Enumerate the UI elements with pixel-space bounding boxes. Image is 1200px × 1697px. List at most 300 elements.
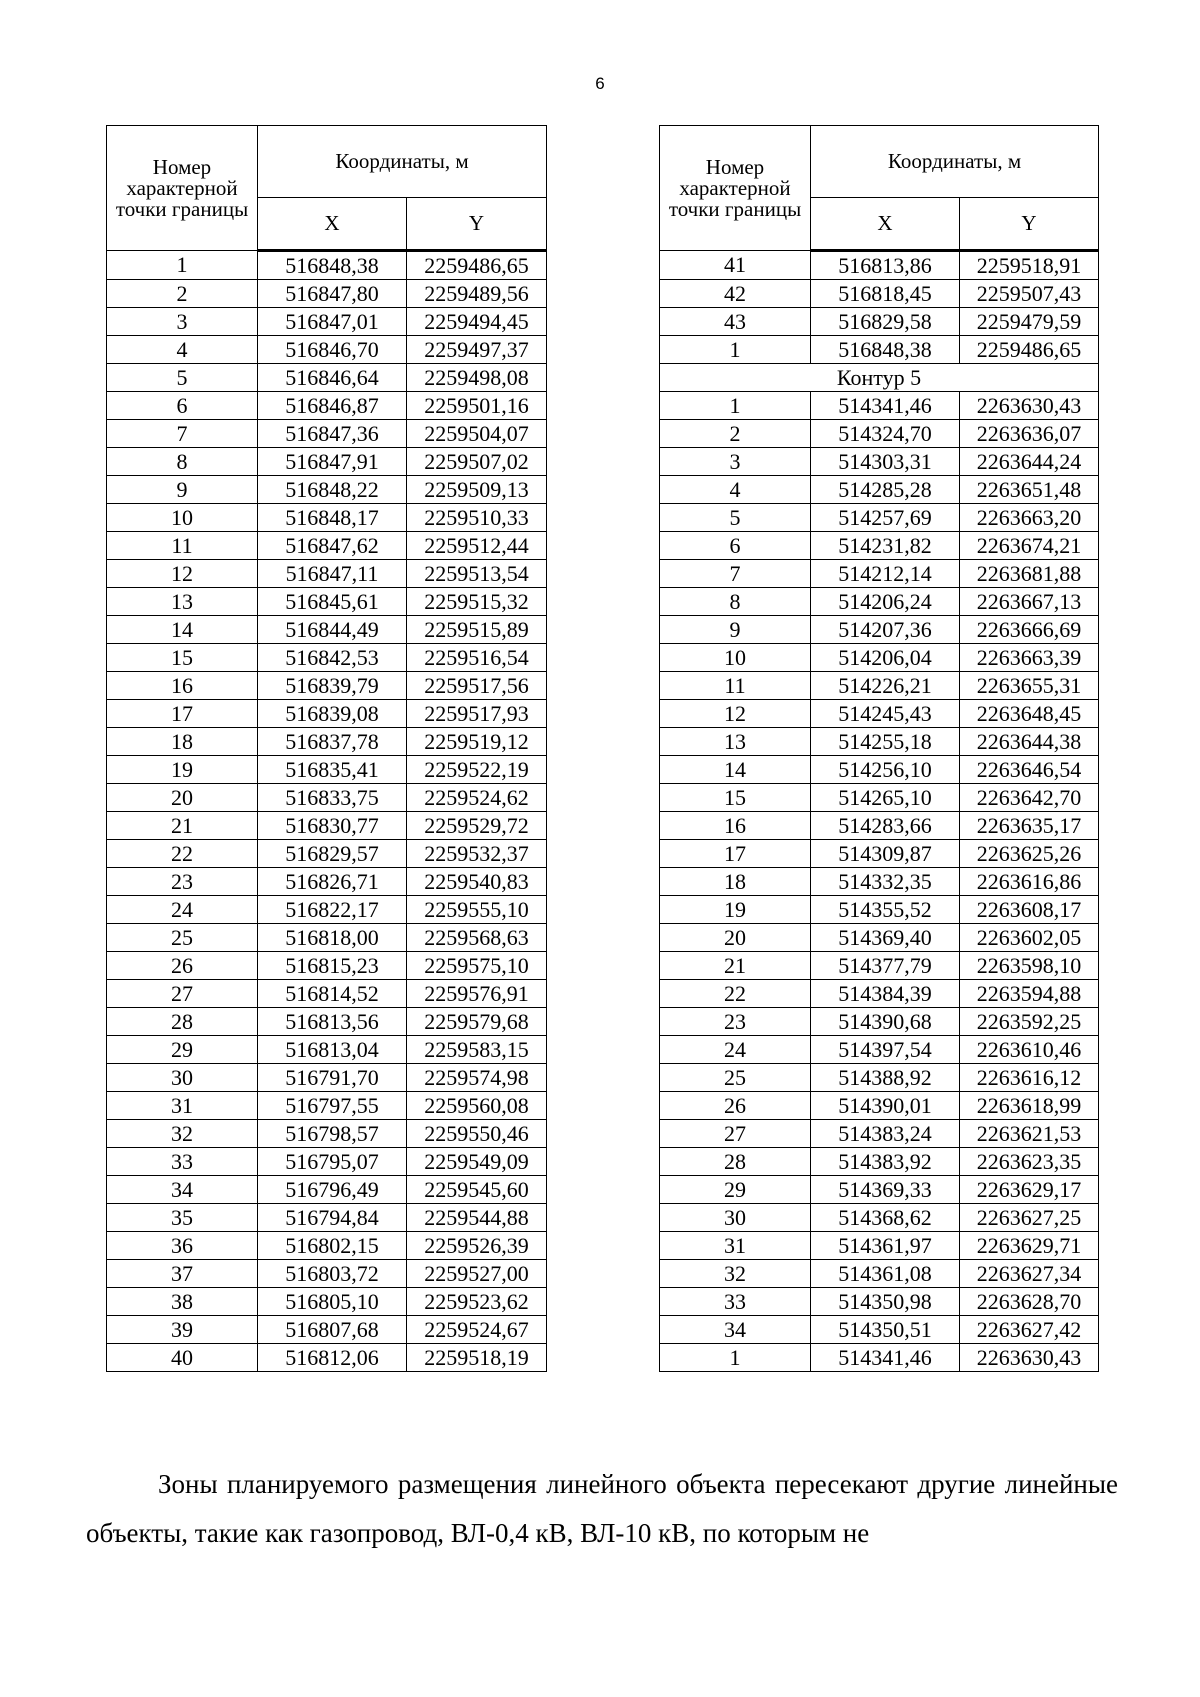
table-row bbox=[107, 532, 547, 560]
y-coordinate-cell: 2263627,42 bbox=[960, 1316, 1099, 1344]
x-coordinate-cell: 516807,68 bbox=[258, 1316, 407, 1344]
x-coordinate-cell: 514265,10 bbox=[811, 784, 960, 812]
point-number-cell: 11 bbox=[107, 532, 258, 560]
y-coordinate-cell: 2259494,45 bbox=[407, 308, 547, 336]
x-coordinate-cell: 514361,97 bbox=[811, 1232, 960, 1260]
table-row bbox=[660, 1148, 1099, 1176]
y-coordinate-cell: 2259524,67 bbox=[407, 1316, 547, 1344]
table-row bbox=[107, 1204, 547, 1232]
x-coordinate-cell: 516847,36 bbox=[258, 420, 407, 448]
point-number-cell: 9 bbox=[660, 616, 811, 644]
header-point-number: Номер характерной точки границы bbox=[107, 126, 258, 251]
point-number-cell: 30 bbox=[107, 1064, 258, 1092]
table-row bbox=[107, 1260, 547, 1288]
header-coordinates: Координаты, м bbox=[811, 126, 1099, 198]
point-number-cell: 16 bbox=[107, 672, 258, 700]
x-coordinate-cell: 516846,70 bbox=[258, 336, 407, 364]
y-coordinate-cell: 2263628,70 bbox=[960, 1288, 1099, 1316]
table-row bbox=[107, 868, 547, 896]
point-number-cell: 18 bbox=[660, 868, 811, 896]
table-row bbox=[660, 784, 1099, 812]
point-number-cell: 36 bbox=[107, 1232, 258, 1260]
point-number-cell: 39 bbox=[107, 1316, 258, 1344]
y-coordinate-cell: 2263646,54 bbox=[960, 756, 1099, 784]
x-coordinate-cell: 516845,61 bbox=[258, 588, 407, 616]
x-coordinate-cell: 514207,36 bbox=[811, 616, 960, 644]
point-number-cell: 30 bbox=[660, 1204, 811, 1232]
point-number-cell: 31 bbox=[660, 1232, 811, 1260]
table-row bbox=[107, 616, 547, 644]
x-coordinate-cell: 516796,49 bbox=[258, 1176, 407, 1204]
y-coordinate-cell: 2259489,56 bbox=[407, 280, 547, 308]
y-coordinate-cell: 2259497,37 bbox=[407, 336, 547, 364]
table-row bbox=[107, 840, 547, 868]
table-row bbox=[660, 560, 1099, 588]
point-number-cell: 7 bbox=[107, 420, 258, 448]
table-row bbox=[660, 1120, 1099, 1148]
header-point-number: Номер характерной точки границы bbox=[660, 126, 811, 251]
point-number-cell: 16 bbox=[660, 812, 811, 840]
page-number: 6 bbox=[595, 74, 605, 93]
x-coordinate-cell: 514350,98 bbox=[811, 1288, 960, 1316]
y-coordinate-cell: 2263618,99 bbox=[960, 1092, 1099, 1120]
x-coordinate-cell: 516813,86 bbox=[811, 251, 960, 280]
table-row bbox=[660, 420, 1099, 448]
point-number-cell: 15 bbox=[660, 784, 811, 812]
y-coordinate-cell: 2259523,62 bbox=[407, 1288, 547, 1316]
point-number-cell: 22 bbox=[107, 840, 258, 868]
y-coordinate-cell: 2259529,72 bbox=[407, 812, 547, 840]
x-coordinate-cell: 514341,46 bbox=[811, 1344, 960, 1372]
header-coordinates: Координаты, м bbox=[258, 126, 547, 198]
x-coordinate-cell: 516847,80 bbox=[258, 280, 407, 308]
table-row bbox=[107, 1120, 547, 1148]
table-row bbox=[660, 728, 1099, 756]
point-number-cell: 14 bbox=[107, 616, 258, 644]
table-row bbox=[107, 1036, 547, 1064]
table-row bbox=[660, 980, 1099, 1008]
y-coordinate-cell: 2263651,48 bbox=[960, 476, 1099, 504]
table-row bbox=[660, 280, 1099, 308]
point-number-cell: 10 bbox=[107, 504, 258, 532]
y-coordinate-cell: 2259486,65 bbox=[960, 336, 1099, 364]
y-coordinate-cell: 2259498,08 bbox=[407, 364, 547, 392]
y-coordinate-cell: 2263608,17 bbox=[960, 896, 1099, 924]
x-coordinate-cell: 516802,15 bbox=[258, 1232, 407, 1260]
table-row bbox=[660, 1036, 1099, 1064]
table-row bbox=[107, 728, 547, 756]
y-coordinate-cell: 2259479,59 bbox=[960, 308, 1099, 336]
point-number-cell: 5 bbox=[660, 504, 811, 532]
x-coordinate-cell: 514245,43 bbox=[811, 700, 960, 728]
x-coordinate-cell: 514355,52 bbox=[811, 896, 960, 924]
point-number-cell: 25 bbox=[660, 1064, 811, 1092]
y-coordinate-cell: 2259504,07 bbox=[407, 420, 547, 448]
x-coordinate-cell: 516818,00 bbox=[258, 924, 407, 952]
point-number-cell: 37 bbox=[107, 1260, 258, 1288]
header-y: Y bbox=[407, 198, 547, 251]
point-number-cell: 4 bbox=[660, 476, 811, 504]
table-row bbox=[107, 364, 547, 392]
point-number-cell: 1 bbox=[660, 392, 811, 420]
y-coordinate-cell: 2259519,12 bbox=[407, 728, 547, 756]
point-number-cell: 18 bbox=[107, 728, 258, 756]
point-number-cell: 27 bbox=[107, 980, 258, 1008]
point-number-cell: 40 bbox=[107, 1344, 258, 1372]
x-coordinate-cell: 514383,92 bbox=[811, 1148, 960, 1176]
table-row bbox=[107, 784, 547, 812]
table-row bbox=[660, 616, 1099, 644]
x-coordinate-cell: 516805,10 bbox=[258, 1288, 407, 1316]
table-row bbox=[660, 588, 1099, 616]
x-coordinate-cell: 516795,07 bbox=[258, 1148, 407, 1176]
table-row bbox=[660, 1176, 1099, 1204]
table-row bbox=[660, 868, 1099, 896]
point-number-cell: 12 bbox=[107, 560, 258, 588]
coordinates-table-right bbox=[659, 125, 1099, 1372]
x-coordinate-cell: 514283,66 bbox=[811, 812, 960, 840]
table-row bbox=[107, 251, 547, 280]
point-number-cell: 7 bbox=[660, 560, 811, 588]
point-number-cell: 13 bbox=[107, 588, 258, 616]
point-number-cell: 25 bbox=[107, 924, 258, 952]
point-number-cell: 24 bbox=[107, 896, 258, 924]
point-number-cell: 43 bbox=[660, 308, 811, 336]
x-coordinate-cell: 516835,41 bbox=[258, 756, 407, 784]
y-coordinate-cell: 2259515,89 bbox=[407, 616, 547, 644]
x-coordinate-cell: 514384,39 bbox=[811, 980, 960, 1008]
y-coordinate-cell: 2263667,13 bbox=[960, 588, 1099, 616]
point-number-cell: 1 bbox=[660, 1344, 811, 1372]
point-number-cell: 2 bbox=[107, 280, 258, 308]
table-row bbox=[107, 1344, 547, 1372]
y-coordinate-cell: 2263627,25 bbox=[960, 1204, 1099, 1232]
point-number-cell: 11 bbox=[660, 672, 811, 700]
y-coordinate-cell: 2263644,38 bbox=[960, 728, 1099, 756]
point-number-cell: 19 bbox=[107, 756, 258, 784]
x-coordinate-cell: 516848,38 bbox=[258, 251, 407, 280]
y-coordinate-cell: 2259513,54 bbox=[407, 560, 547, 588]
x-coordinate-cell: 514390,01 bbox=[811, 1092, 960, 1120]
table-row bbox=[107, 336, 547, 364]
x-coordinate-cell: 516818,45 bbox=[811, 280, 960, 308]
y-coordinate-cell: 2259524,62 bbox=[407, 784, 547, 812]
table-row bbox=[107, 1148, 547, 1176]
table-row bbox=[107, 1176, 547, 1204]
y-coordinate-cell: 2259583,15 bbox=[407, 1036, 547, 1064]
point-number-cell: 24 bbox=[660, 1036, 811, 1064]
point-number-cell: 38 bbox=[107, 1288, 258, 1316]
point-number-cell: 34 bbox=[107, 1176, 258, 1204]
x-coordinate-cell: 516815,23 bbox=[258, 952, 407, 980]
table-row bbox=[107, 420, 547, 448]
coordinates-table-left bbox=[106, 125, 547, 1372]
y-coordinate-cell: 2263616,12 bbox=[960, 1064, 1099, 1092]
section-row bbox=[660, 364, 1099, 392]
table-row bbox=[660, 1064, 1099, 1092]
y-coordinate-cell: 2263629,17 bbox=[960, 1176, 1099, 1204]
header-x: X bbox=[811, 198, 960, 251]
point-number-cell: 15 bbox=[107, 644, 258, 672]
y-coordinate-cell: 2263681,88 bbox=[960, 560, 1099, 588]
y-coordinate-cell: 2259579,68 bbox=[407, 1008, 547, 1036]
y-coordinate-cell: 2263644,24 bbox=[960, 448, 1099, 476]
table-row bbox=[107, 812, 547, 840]
x-coordinate-cell: 514369,33 bbox=[811, 1176, 960, 1204]
point-number-cell: 19 bbox=[660, 896, 811, 924]
y-coordinate-cell: 2263625,26 bbox=[960, 840, 1099, 868]
table-row bbox=[107, 700, 547, 728]
point-number-cell: 28 bbox=[107, 1008, 258, 1036]
y-coordinate-cell: 2259574,98 bbox=[407, 1064, 547, 1092]
point-number-cell: 27 bbox=[660, 1120, 811, 1148]
y-coordinate-cell: 2263674,21 bbox=[960, 532, 1099, 560]
y-coordinate-cell: 2259576,91 bbox=[407, 980, 547, 1008]
x-coordinate-cell: 516848,17 bbox=[258, 504, 407, 532]
table-row bbox=[107, 1092, 547, 1120]
y-coordinate-cell: 2263663,20 bbox=[960, 504, 1099, 532]
point-number-cell: 26 bbox=[107, 952, 258, 980]
table-row bbox=[107, 924, 547, 952]
table-row bbox=[107, 672, 547, 700]
y-coordinate-cell: 2263636,07 bbox=[960, 420, 1099, 448]
x-coordinate-cell: 516794,84 bbox=[258, 1204, 407, 1232]
x-coordinate-cell: 514383,24 bbox=[811, 1120, 960, 1148]
point-number-cell: 1 bbox=[107, 251, 258, 280]
x-coordinate-cell: 514388,92 bbox=[811, 1064, 960, 1092]
table-row bbox=[660, 476, 1099, 504]
x-coordinate-cell: 514369,40 bbox=[811, 924, 960, 952]
x-coordinate-cell: 514226,21 bbox=[811, 672, 960, 700]
x-coordinate-cell: 516814,52 bbox=[258, 980, 407, 1008]
x-coordinate-cell: 514285,28 bbox=[811, 476, 960, 504]
y-coordinate-cell: 2263594,88 bbox=[960, 980, 1099, 1008]
x-coordinate-cell: 516847,01 bbox=[258, 308, 407, 336]
x-coordinate-cell: 516846,64 bbox=[258, 364, 407, 392]
body-paragraph bbox=[86, 1460, 1118, 1558]
y-coordinate-cell: 2259526,39 bbox=[407, 1232, 547, 1260]
y-coordinate-cell: 2263629,71 bbox=[960, 1232, 1099, 1260]
y-coordinate-cell: 2263648,45 bbox=[960, 700, 1099, 728]
y-coordinate-cell: 2263592,25 bbox=[960, 1008, 1099, 1036]
table-row bbox=[107, 1064, 547, 1092]
table-row bbox=[660, 532, 1099, 560]
y-coordinate-cell: 2263630,43 bbox=[960, 392, 1099, 420]
y-coordinate-cell: 2259575,10 bbox=[407, 952, 547, 980]
table-row bbox=[107, 1008, 547, 1036]
x-coordinate-cell: 516833,75 bbox=[258, 784, 407, 812]
point-number-cell: 33 bbox=[107, 1148, 258, 1176]
y-coordinate-cell: 2263635,17 bbox=[960, 812, 1099, 840]
point-number-cell: 31 bbox=[107, 1092, 258, 1120]
table-row bbox=[107, 644, 547, 672]
table-body-right bbox=[660, 251, 1099, 1372]
point-number-cell: 42 bbox=[660, 280, 811, 308]
x-coordinate-cell: 516798,57 bbox=[258, 1120, 407, 1148]
point-number-cell: 14 bbox=[660, 756, 811, 784]
point-number-cell: 2 bbox=[660, 420, 811, 448]
table-row bbox=[660, 952, 1099, 980]
point-number-cell: 1 bbox=[660, 336, 811, 364]
point-number-cell: 21 bbox=[107, 812, 258, 840]
table-row bbox=[660, 1288, 1099, 1316]
y-coordinate-cell: 2259507,43 bbox=[960, 280, 1099, 308]
point-number-cell: 29 bbox=[107, 1036, 258, 1064]
y-coordinate-cell: 2259486,65 bbox=[407, 251, 547, 280]
x-coordinate-cell: 516830,77 bbox=[258, 812, 407, 840]
y-coordinate-cell: 2259532,37 bbox=[407, 840, 547, 868]
x-coordinate-cell: 516791,70 bbox=[258, 1064, 407, 1092]
table-row bbox=[107, 392, 547, 420]
table-row bbox=[107, 308, 547, 336]
table-row bbox=[660, 1232, 1099, 1260]
point-number-cell: 17 bbox=[660, 840, 811, 868]
y-coordinate-cell: 2259517,93 bbox=[407, 700, 547, 728]
point-number-cell: 6 bbox=[107, 392, 258, 420]
x-coordinate-cell: 514390,68 bbox=[811, 1008, 960, 1036]
x-coordinate-cell: 516848,38 bbox=[811, 336, 960, 364]
point-number-cell: 21 bbox=[660, 952, 811, 980]
y-coordinate-cell: 2259515,32 bbox=[407, 588, 547, 616]
y-coordinate-cell: 2259509,13 bbox=[407, 476, 547, 504]
section-label: Контур 5 bbox=[660, 364, 1099, 392]
x-coordinate-cell: 514332,35 bbox=[811, 868, 960, 896]
point-number-cell: 9 bbox=[107, 476, 258, 504]
point-number-cell: 6 bbox=[660, 532, 811, 560]
y-coordinate-cell: 2263655,31 bbox=[960, 672, 1099, 700]
x-coordinate-cell: 516844,49 bbox=[258, 616, 407, 644]
y-coordinate-cell: 2263630,43 bbox=[960, 1344, 1099, 1372]
point-number-cell: 29 bbox=[660, 1176, 811, 1204]
x-coordinate-cell: 516826,71 bbox=[258, 868, 407, 896]
point-number-cell: 33 bbox=[660, 1288, 811, 1316]
point-number-cell: 23 bbox=[660, 1008, 811, 1036]
table-row bbox=[660, 392, 1099, 420]
x-coordinate-cell: 514341,46 bbox=[811, 392, 960, 420]
table-row bbox=[107, 980, 547, 1008]
point-number-cell: 13 bbox=[660, 728, 811, 756]
table-row bbox=[660, 756, 1099, 784]
point-number-cell: 34 bbox=[660, 1316, 811, 1344]
table-row bbox=[660, 504, 1099, 532]
y-coordinate-cell: 2259518,19 bbox=[407, 1344, 547, 1372]
point-number-cell: 41 bbox=[660, 251, 811, 280]
table-row bbox=[660, 812, 1099, 840]
x-coordinate-cell: 516839,79 bbox=[258, 672, 407, 700]
point-number-cell: 28 bbox=[660, 1148, 811, 1176]
table-row bbox=[107, 1316, 547, 1344]
point-number-cell: 22 bbox=[660, 980, 811, 1008]
table-body-left bbox=[107, 251, 547, 1372]
table-row bbox=[107, 588, 547, 616]
table-row bbox=[660, 1204, 1099, 1232]
y-coordinate-cell: 2259540,83 bbox=[407, 868, 547, 896]
table-row bbox=[660, 644, 1099, 672]
y-coordinate-cell: 2259507,02 bbox=[407, 448, 547, 476]
x-coordinate-cell: 516813,56 bbox=[258, 1008, 407, 1036]
table-row bbox=[660, 336, 1099, 364]
table-row bbox=[660, 700, 1099, 728]
x-coordinate-cell: 514256,10 bbox=[811, 756, 960, 784]
x-coordinate-cell: 516812,06 bbox=[258, 1344, 407, 1372]
x-coordinate-cell: 516829,58 bbox=[811, 308, 960, 336]
x-coordinate-cell: 516842,53 bbox=[258, 644, 407, 672]
table-row bbox=[660, 840, 1099, 868]
y-coordinate-cell: 2263666,69 bbox=[960, 616, 1099, 644]
y-coordinate-cell: 2259555,10 bbox=[407, 896, 547, 924]
point-number-cell: 20 bbox=[107, 784, 258, 812]
header-x: X bbox=[258, 198, 407, 251]
point-number-cell: 3 bbox=[107, 308, 258, 336]
table-row bbox=[660, 1344, 1099, 1372]
table-row bbox=[660, 308, 1099, 336]
table-row bbox=[660, 1092, 1099, 1120]
y-coordinate-cell: 2259522,19 bbox=[407, 756, 547, 784]
x-coordinate-cell: 516822,17 bbox=[258, 896, 407, 924]
x-coordinate-cell: 514377,79 bbox=[811, 952, 960, 980]
point-number-cell: 3 bbox=[660, 448, 811, 476]
y-coordinate-cell: 2259518,91 bbox=[960, 251, 1099, 280]
table-row bbox=[660, 1260, 1099, 1288]
point-number-cell: 32 bbox=[107, 1120, 258, 1148]
x-coordinate-cell: 514368,62 bbox=[811, 1204, 960, 1232]
x-coordinate-cell: 514397,54 bbox=[811, 1036, 960, 1064]
point-number-cell: 4 bbox=[107, 336, 258, 364]
table-row bbox=[107, 896, 547, 924]
x-coordinate-cell: 516847,11 bbox=[258, 560, 407, 588]
x-coordinate-cell: 516803,72 bbox=[258, 1260, 407, 1288]
x-coordinate-cell: 514361,08 bbox=[811, 1260, 960, 1288]
x-coordinate-cell: 516797,55 bbox=[258, 1092, 407, 1120]
point-number-cell: 23 bbox=[107, 868, 258, 896]
x-coordinate-cell: 514324,70 bbox=[811, 420, 960, 448]
table-row bbox=[660, 1008, 1099, 1036]
y-coordinate-cell: 2259517,56 bbox=[407, 672, 547, 700]
table-row bbox=[660, 896, 1099, 924]
x-coordinate-cell: 516829,57 bbox=[258, 840, 407, 868]
y-coordinate-cell: 2263642,70 bbox=[960, 784, 1099, 812]
point-number-cell: 8 bbox=[107, 448, 258, 476]
x-coordinate-cell: 514257,69 bbox=[811, 504, 960, 532]
y-coordinate-cell: 2259549,09 bbox=[407, 1148, 547, 1176]
x-coordinate-cell: 514309,87 bbox=[811, 840, 960, 868]
y-coordinate-cell: 2263602,05 bbox=[960, 924, 1099, 952]
y-coordinate-cell: 2263616,86 bbox=[960, 868, 1099, 896]
paragraph-text: Зоны планируемого размещения линейного объекта пересекают другие линейные объекты, такие как газопровод, ВЛ-0,4 кВ, ВЛ-10 кВ, по которым не bbox=[86, 1469, 1118, 1548]
header-y: Y bbox=[960, 198, 1099, 251]
table-row bbox=[660, 924, 1099, 952]
table-row bbox=[107, 1232, 547, 1260]
y-coordinate-cell: 2263621,53 bbox=[960, 1120, 1099, 1148]
y-coordinate-cell: 2263627,34 bbox=[960, 1260, 1099, 1288]
y-coordinate-cell: 2259544,88 bbox=[407, 1204, 547, 1232]
point-number-cell: 17 bbox=[107, 700, 258, 728]
y-coordinate-cell: 2259568,63 bbox=[407, 924, 547, 952]
point-number-cell: 26 bbox=[660, 1092, 811, 1120]
x-coordinate-cell: 514212,14 bbox=[811, 560, 960, 588]
table-row bbox=[107, 476, 547, 504]
point-number-cell: 5 bbox=[107, 364, 258, 392]
y-coordinate-cell: 2263663,39 bbox=[960, 644, 1099, 672]
y-coordinate-cell: 2259550,46 bbox=[407, 1120, 547, 1148]
y-coordinate-cell: 2259527,00 bbox=[407, 1260, 547, 1288]
x-coordinate-cell: 514206,04 bbox=[811, 644, 960, 672]
y-coordinate-cell: 2263610,46 bbox=[960, 1036, 1099, 1064]
y-coordinate-cell: 2263598,10 bbox=[960, 952, 1099, 980]
x-coordinate-cell: 516839,08 bbox=[258, 700, 407, 728]
x-coordinate-cell: 516846,87 bbox=[258, 392, 407, 420]
x-coordinate-cell: 516848,22 bbox=[258, 476, 407, 504]
